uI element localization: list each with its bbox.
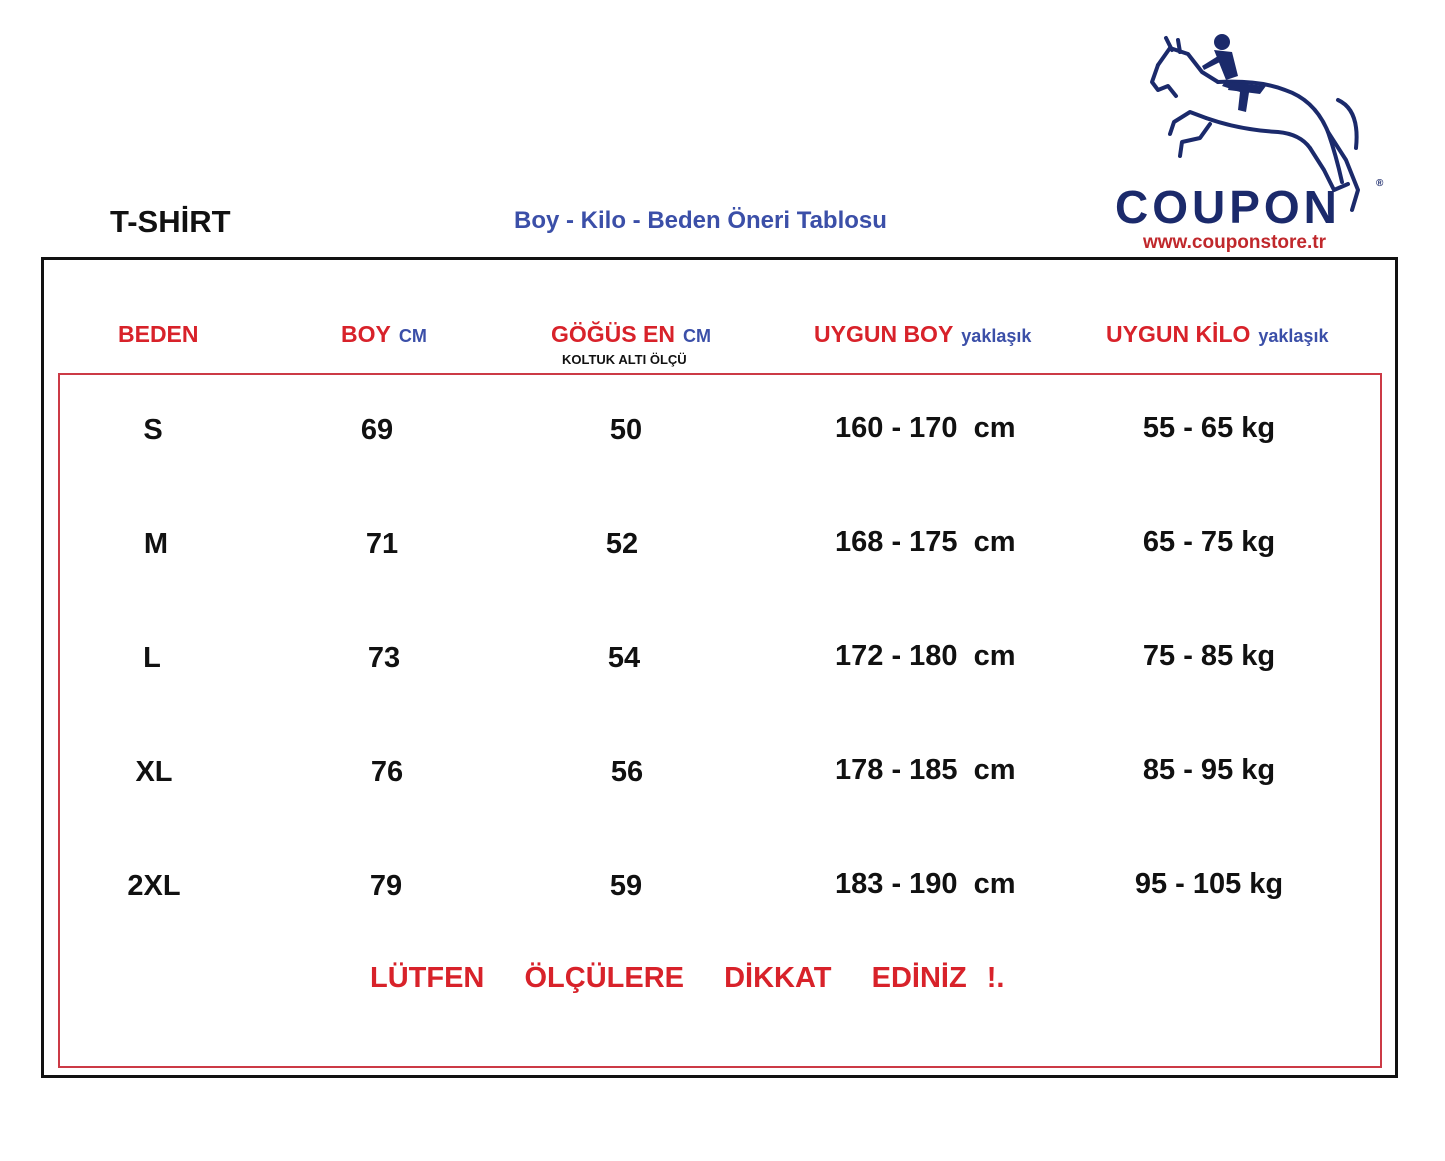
cell-uygun-kilo: 95 - 105 kg — [1134, 868, 1284, 900]
cell-gogus: 52 — [605, 528, 639, 560]
header-label: BEDEN — [118, 321, 199, 347]
cell-uygun-boy: 178 - 185 cm — [835, 754, 1016, 786]
product-title: T-SHİRT — [110, 204, 231, 239]
cell-boy: 73 — [367, 642, 401, 674]
chart-title: Boy - Kilo - Beden Öneri Tablosu — [514, 207, 887, 234]
cell-uygun-boy: 168 - 175 cm — [835, 526, 1016, 558]
brand-name: COUPON — [1115, 181, 1341, 233]
header-unit: CM — [398, 326, 427, 346]
measurement-notice: LÜTFEN ÖLÇÜLERE DİKKAT EDİNİZ !. — [370, 962, 1005, 994]
cell-gogus: 54 — [607, 642, 641, 674]
header-unit: yaklaşık — [1258, 326, 1329, 346]
header-unit: CM — [682, 326, 711, 346]
cell-gogus: 56 — [610, 756, 644, 788]
header-label: BOY — [341, 321, 391, 347]
cell-uygun-kilo: 65 - 75 kg — [1142, 526, 1276, 558]
cell-size: L — [143, 642, 161, 674]
cell-uygun-boy: 183 - 190 cm — [835, 868, 1016, 900]
cell-boy: 69 — [360, 414, 394, 446]
cell-uygun-boy: 160 - 170 cm — [835, 412, 1016, 444]
header-uygun-kilo — [1106, 321, 1328, 348]
brand-url[interactable]: www.couponstore.tr — [1143, 232, 1326, 253]
cell-size: M — [143, 528, 169, 560]
cell-size: 2XL — [127, 870, 181, 902]
cell-uygun-kilo: 85 - 95 kg — [1142, 754, 1276, 786]
cell-uygun-kilo: 75 - 85 kg — [1142, 640, 1276, 672]
cell-uygun-boy: 172 - 180 cm — [835, 640, 1016, 672]
cell-gogus: 59 — [609, 870, 643, 902]
header-uygun-boy — [814, 321, 1031, 348]
header-beden — [118, 321, 199, 348]
cell-size: S — [143, 414, 163, 446]
header-unit: yaklaşık — [961, 326, 1032, 346]
header-boy — [341, 321, 427, 348]
header-gogus-subtitle: KOLTUK ALTI ÖLÇÜ — [562, 352, 687, 367]
cell-boy: 76 — [370, 756, 404, 788]
cell-boy: 71 — [365, 528, 399, 560]
registered-mark: ® — [1376, 178, 1384, 189]
cell-uygun-kilo: 55 - 65 kg — [1142, 412, 1276, 444]
cell-gogus: 50 — [609, 414, 643, 446]
cell-boy: 79 — [369, 870, 403, 902]
header-label: UYGUN KİLO — [1106, 321, 1251, 347]
header-gogus-en — [551, 321, 711, 348]
cell-size: XL — [135, 756, 173, 788]
header-label: UYGUN BOY — [814, 321, 954, 347]
header-label: GÖĞÜS EN — [551, 321, 675, 347]
